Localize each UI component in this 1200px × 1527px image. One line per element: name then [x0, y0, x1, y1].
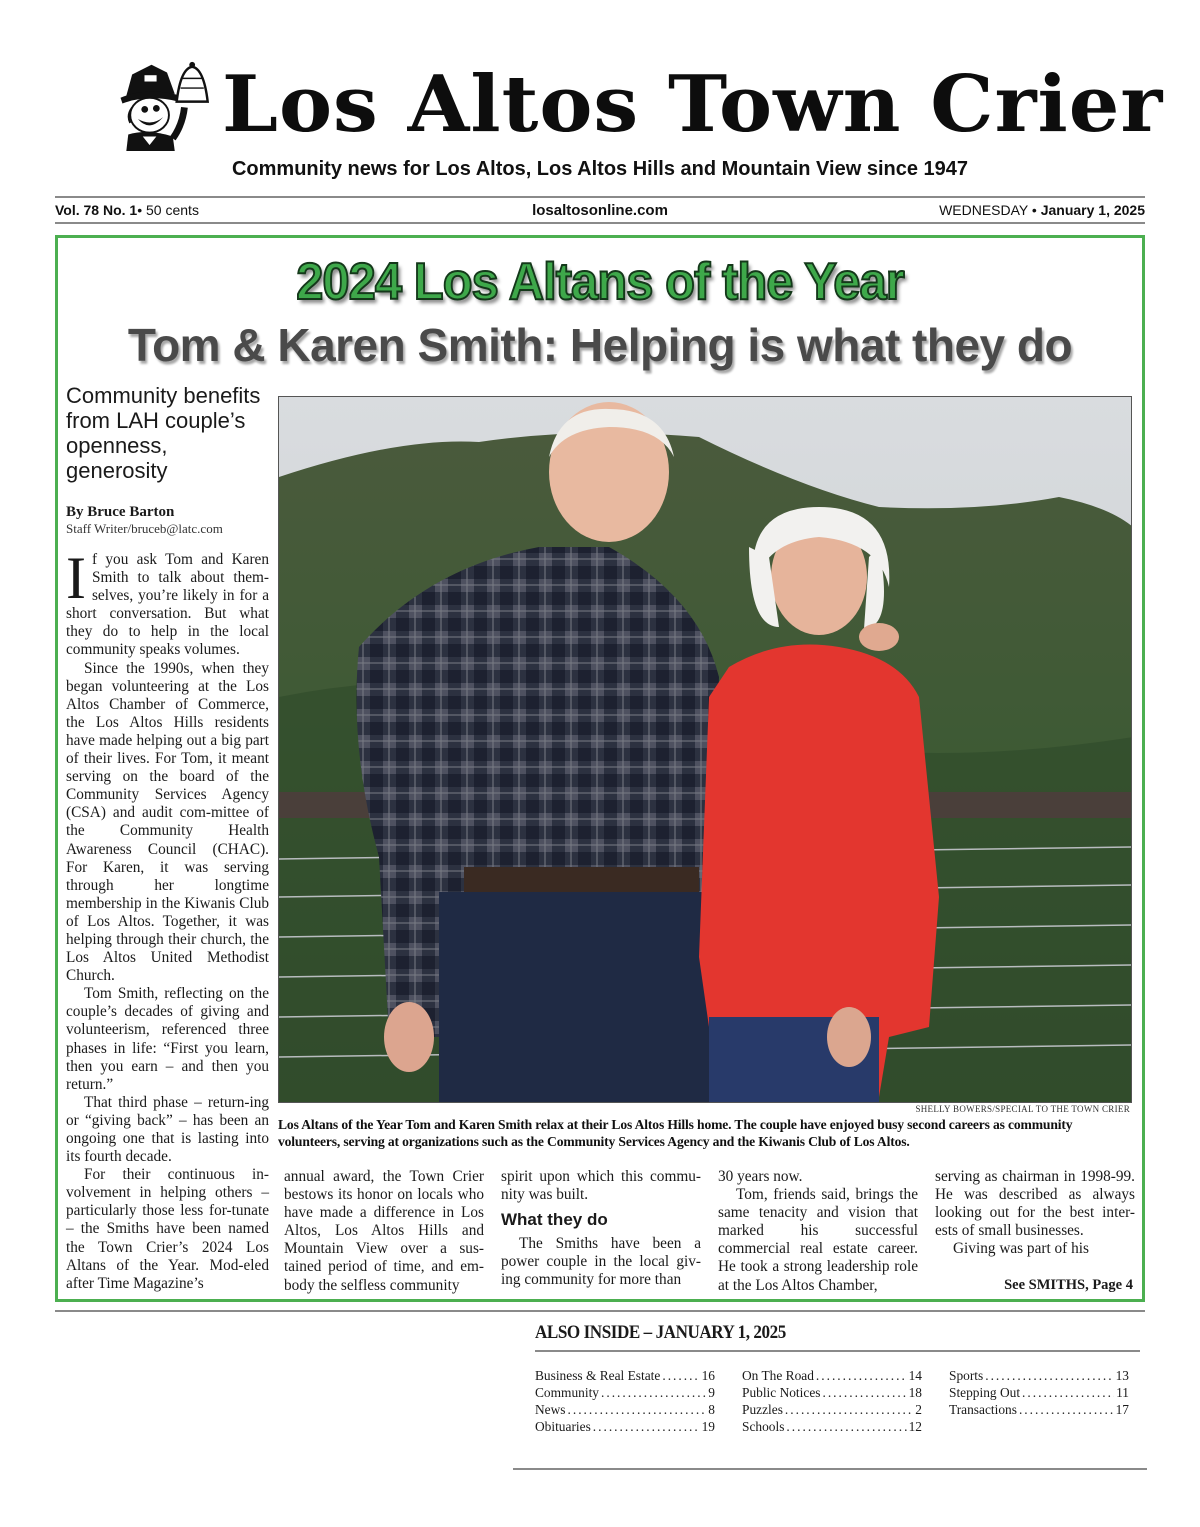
- index-item[interactable]: On The Road ..... 14: [742, 1367, 922, 1384]
- photo-caption: Los Altans of the Year Tom and Karen Smith relax at their Los Altos Hills home. The couple have enjoyed busy second careers as community volunteers, serving at organizations such as the Community Services Agency and the Kiwanis Club of Los Altos.: [278, 1117, 1073, 1149]
- paragraph: Tom, friends said, brings the same tenacity and vision that marked his successful commercial real estate career. He took a strong leadership role at the Los Altos Chamber,: [718, 1186, 918, 1294]
- website-link[interactable]: losaltosonline.com: [532, 202, 668, 219]
- index-item[interactable]: Business & Real Estate ..... 16: [535, 1367, 715, 1384]
- article-column-1: [66, 545, 269, 1293]
- paragraph: serving as chairman in 1998-99. He was described as always looking out for the best inter-ests of small businesses.: [935, 1168, 1135, 1240]
- index-column: [742, 1367, 922, 1435]
- paragraph: The Smiths have been a power couple in the local giv-ing community for more than: [501, 1235, 701, 1289]
- index-item[interactable]: Schools ..... 12: [742, 1418, 922, 1435]
- info-bar: [55, 200, 1145, 222]
- index-column: [535, 1367, 715, 1435]
- lead-photo[interactable]: [278, 396, 1132, 1103]
- issue-date: [939, 202, 1145, 218]
- paragraph: That third phase – return-ing or “giving back” – has been an ongoing one that is lasting into its fourth decade.: [66, 1093, 269, 1166]
- byline: [66, 504, 271, 537]
- byline-role[interactable]: Staff Writer/bruceb@latc.com: [66, 521, 223, 536]
- paragraph: If you ask Tom and Karen Smith to talk about them-selves, you’re likely in for a short conversation. But what they do to help in the local community speaks volumes.: [66, 545, 269, 659]
- date: January 1, 2025: [1040, 202, 1145, 218]
- town-crier-mascot-icon: [118, 59, 216, 151]
- paragraph: Giving was part of his: [953, 1240, 1089, 1258]
- bullet: •: [1031, 202, 1037, 218]
- index-item[interactable]: Puzzles ..... 2: [742, 1401, 922, 1418]
- weekday: WEDNESDAY: [939, 202, 1029, 218]
- index-title: ALSO INSIDE – JANUARY 1, 2025: [535, 1322, 786, 1343]
- story-kicker: 2024 Los Altans of the Year: [296, 253, 904, 311]
- volume: Vol. 78: [55, 202, 100, 218]
- divider: [55, 196, 1145, 198]
- also-inside-index: [535, 1322, 1140, 1434]
- index-item[interactable]: Public Notices ..... 18: [742, 1384, 922, 1401]
- paragraph: For their continuous in-volvement in helping others – particularly those less for-tunate – the Smiths have been named the Town Crier’s 2024 Los Altans of the Year. Mod-eled after Time Magazine’s: [66, 1166, 269, 1292]
- tagline: Community news for Los Altos, Los Altos Hills and Mountain View since 1947: [231, 158, 969, 180]
- price: 50 cents: [146, 202, 199, 218]
- nameplate: Los Altos Town Crier: [222, 59, 1164, 150]
- index-item[interactable]: Obituaries ..... 19: [535, 1418, 715, 1435]
- article-column-4: [718, 1168, 918, 1295]
- bullet: •: [137, 202, 143, 218]
- paragraph: spirit upon which this commu-nity was built.: [501, 1168, 701, 1204]
- index-item[interactable]: Stepping Out ..... 11: [949, 1384, 1129, 1401]
- subhead: What they do: [501, 1210, 608, 1230]
- story-deck: Community benefits from LAH couple’s openness, generosity: [66, 383, 261, 483]
- paragraph: Tom Smith, reflecting on the couple’s decades of giving and volunteerism, referenced three phases in life: “First you learn, then you earn – and then you return.”: [66, 985, 269, 1093]
- index-column: [949, 1367, 1129, 1418]
- byline-name: By Bruce Barton: [66, 504, 175, 520]
- paragraph: annual award, the Town Crier bestows its honor on locals who have made a difference in Los Altos, Los Altos Hills and Mountain View over a sus-tained period of time, and em-body the selfless community: [284, 1168, 484, 1294]
- jump-link[interactable]: See SMITHS, Page 4: [1004, 1277, 1133, 1293]
- article-column-3: [501, 1168, 701, 1290]
- story-headline[interactable]: Tom & Karen Smith: Helping is what they do: [127, 319, 1073, 371]
- index-item[interactable]: Sports ..... 13: [949, 1367, 1129, 1384]
- divider: [55, 222, 1145, 224]
- article-column-2: [284, 1168, 484, 1295]
- issue-number: No. 1: [102, 202, 138, 218]
- divider: [513, 1468, 1147, 1470]
- index-item[interactable]: News ..... 8: [535, 1401, 715, 1418]
- index-item[interactable]: Transactions ..... 17: [949, 1401, 1129, 1418]
- paragraph: 30 years now.: [718, 1168, 803, 1185]
- article-column-5: [935, 1168, 1135, 1258]
- masthead: [0, 55, 1200, 155]
- photo-image: [279, 397, 1132, 1103]
- drop-cap: I: [66, 545, 86, 611]
- divider: [535, 1350, 1140, 1352]
- divider: [55, 1310, 1145, 1312]
- photo-credit: SHELLY BOWERS/SPECIAL TO THE TOWN CRIER: [915, 1104, 1130, 1114]
- index-item[interactable]: Community ..... 9: [535, 1384, 715, 1401]
- lead-story: [55, 235, 1145, 1302]
- paragraph: Since the 1990s, when they began volunteering at the Los Altos Chamber of Commerce, the Los Altos Hills residents have made helping out a big part of their lives. For Tom, it meant serving on the board of the Community Services Agency (CSA) and audit com-mittee of the Community Health Awareness Council (CHAC). For Karen, it was serving through her longtime membership in the Kiwanis Club of Los Altos. Together, it was helping through their church, the Los Altos United Methodist Church.: [66, 659, 269, 985]
